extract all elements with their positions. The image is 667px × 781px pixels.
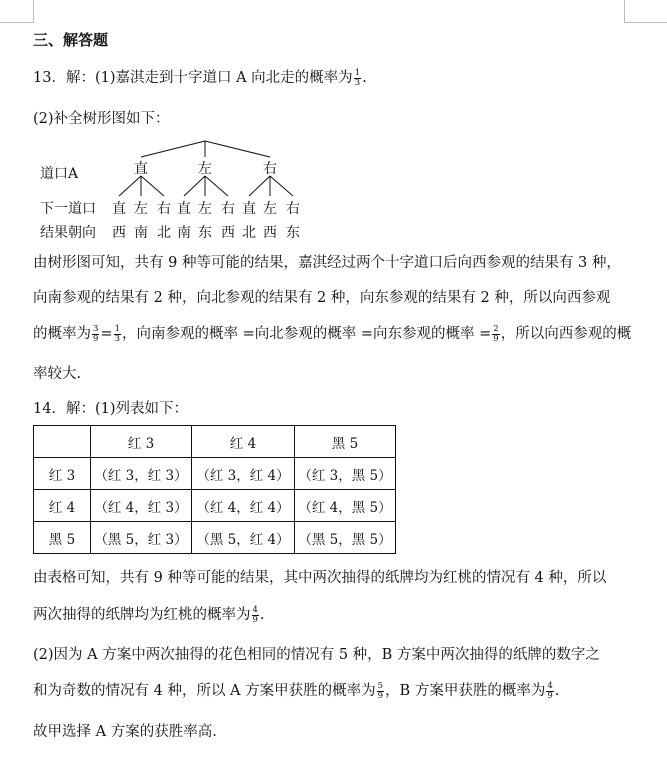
fraction: $\frac{1}{3}$ (354, 67, 361, 88)
tree-label-next: 下一道口 (40, 201, 96, 217)
table-cell: （黑 5，黑 5） (295, 522, 396, 554)
q14-part1: 14．解：(1)列表如下： (33, 401, 188, 417)
tree-node: 右 (263, 161, 277, 177)
fraction: $\frac{2}{9}$ (493, 323, 499, 344)
fraction: $\frac{3}{9}$ (93, 323, 99, 344)
q14-line3: (2)因为 A 方案中两次抽得的花色相同的情况有 5 种，B 方案中两次抽得的纸牌的数字之 (33, 647, 600, 663)
q13-part1: 13．解：(1)嘉淇走到十字道口 A 向北走的概率为 $\frac{1}{3}$ . (33, 67, 367, 88)
tree-node: 右 (221, 201, 235, 217)
table-row (34, 458, 396, 490)
table-cell: （红 4，黑 5） (295, 490, 396, 522)
tree-node: 左 (198, 161, 212, 177)
tree-result: 西 (221, 225, 235, 241)
tree-diagram (33, 138, 333, 250)
tree-result: 东 (286, 225, 300, 241)
q14-line2: 两次抽得的纸牌均为红桃的概率为 $\frac{4}{9}$ . (33, 604, 265, 625)
table-header-cell: 黑 5 (295, 426, 396, 458)
outcome-table (33, 425, 396, 554)
tree-result: 北 (242, 225, 256, 241)
fraction: $\frac{1}{3}$ (114, 323, 120, 344)
fraction: $\frac{5}{9}$ (377, 680, 384, 701)
q13-part2: (2)补全树形图如下： (33, 111, 170, 127)
tree-node: 左 (134, 201, 148, 217)
q14-line5: 故甲选择 A 方案的获胜率高. (33, 724, 217, 740)
table-cell (34, 426, 91, 458)
q13-conclusion-line2: 向南参观的结果有 2 种，向北参观的结果有 2 种，向东参观的结果有 2 种，所以向西参观 (33, 290, 611, 306)
tree-result: 西 (112, 225, 126, 241)
tree-node: 左 (263, 201, 277, 217)
q13-conclusion-line4: 率较大. (33, 366, 82, 382)
tree-result: 西 (263, 225, 277, 241)
table-cell: （红 3，黑 5） (295, 458, 396, 490)
table-cell: （红 3，红 3） (91, 458, 192, 490)
tree-node: 右 (286, 201, 300, 217)
tree-node: 直 (242, 201, 256, 217)
table-header-cell: 红 4 (192, 426, 295, 458)
q14-line1: 由表格可知，共有 9 种等可能的结果，其中两次抽得的纸牌均为红桃的情况有 4 种，所以 (33, 570, 607, 586)
tree-result: 南 (177, 225, 191, 241)
fraction: $\frac{4}{9}$ (547, 680, 553, 701)
table-row-header: 黑 5 (34, 522, 91, 554)
q13-conclusion-line3: 的概率为 $\frac{3}{9}$ = $\frac{1}{3}$ ，向南参观的概率 =向北参观的概率 =向东参观的概率 = $\frac{2}{9}$ ，所以向西参观的概 (33, 323, 632, 344)
table-header-cell: 红 3 (91, 426, 192, 458)
tree-node: 左 (198, 201, 212, 217)
tree-node: 直 (112, 201, 126, 217)
table-row (34, 490, 396, 522)
q14-line4: 和为奇数的情况有 4 种，所以 A 方案甲获胜的概率为 $\frac{5}{9}$ ，B 方案甲获胜的概率为 $\frac{4}{9}$ . (33, 680, 560, 701)
table-header-row (34, 426, 396, 458)
table-cell: （红 3，红 4） (192, 458, 295, 490)
table-cell: （红 4，红 3） (91, 490, 192, 522)
page-corner-mark-left (0, 0, 34, 23)
tree-node: 右 (157, 201, 171, 217)
tree-node: 直 (134, 161, 148, 177)
fraction: $\frac{4}{9}$ (252, 604, 258, 625)
tree-result: 南 (134, 225, 148, 241)
table-row (34, 522, 396, 554)
tree-label-root: 道口A (40, 166, 79, 182)
tree-label-result: 结果朝向 (40, 225, 96, 241)
section-title: 三、解答题 (33, 31, 109, 49)
table-row-header: 红 4 (34, 490, 91, 522)
table-cell: （红 4，红 4） (192, 490, 295, 522)
table-row-header: 红 3 (34, 458, 91, 490)
tree-result: 北 (157, 225, 171, 241)
tree-result: 东 (198, 225, 212, 241)
q13-conclusion-line1: 由树形图可知，共有 9 种等可能的结果，嘉淇经过两个十字道口后向西参观的结果有 3 种， (33, 255, 621, 271)
table-cell: （黑 5，红 4） (192, 522, 295, 554)
page-corner-mark-right (624, 0, 667, 23)
tree-node: 直 (177, 201, 191, 217)
table-cell: （黑 5，红 3） (91, 522, 192, 554)
